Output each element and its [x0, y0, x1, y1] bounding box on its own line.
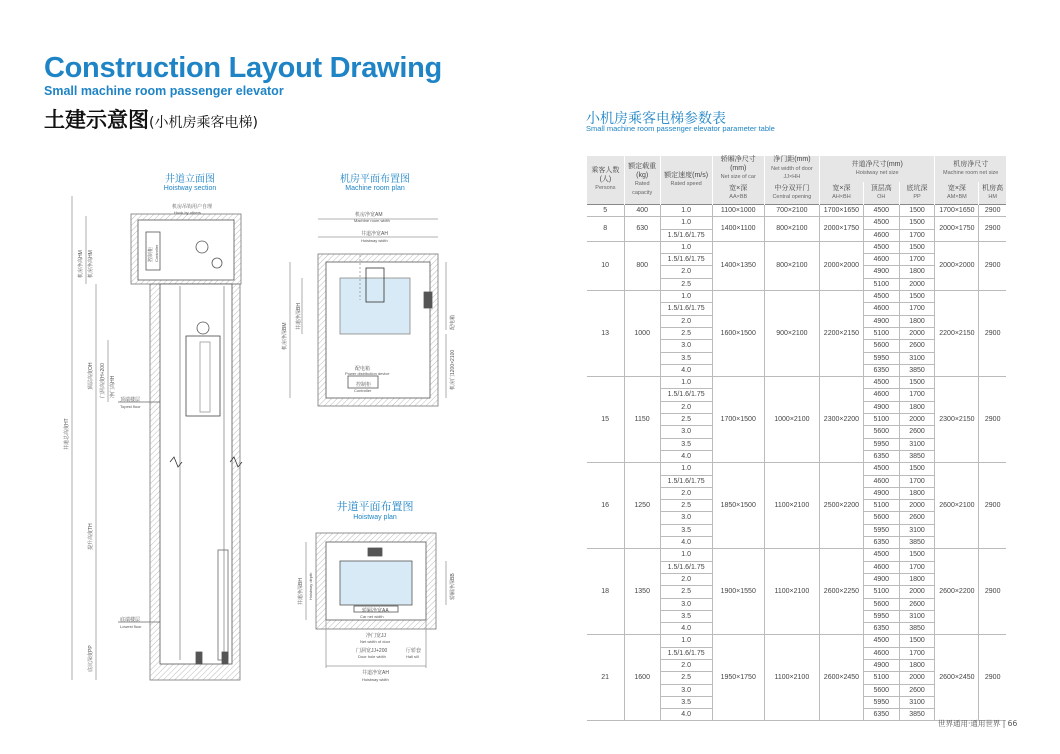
label-mr-width: 机房净宽AM [355, 212, 383, 218]
table-cell: 400 [624, 205, 660, 217]
table-cell: 1700×1650 [819, 205, 863, 217]
table-cell: 4600 [863, 303, 899, 315]
table-cell: 1700 [899, 389, 935, 401]
table-cell: 3100 [899, 524, 935, 536]
col-hm: 机房高 HM [979, 182, 1006, 205]
table-cell: 4500 [863, 635, 899, 647]
table-cell: 6350 [863, 450, 899, 462]
caption-cn: 井道立面图 [165, 174, 215, 185]
col-capacity: 额定载重(kg) Rated capacity [624, 156, 660, 205]
table-row [587, 549, 1007, 561]
hoistway-section-drawing [72, 196, 242, 680]
label-controller-plan: 控制柜 [356, 382, 372, 388]
table-cell: 1.0 [660, 463, 712, 475]
caption-en: Hoistway plan [353, 514, 397, 521]
table-cell: 1500 [899, 463, 935, 475]
table-cell: 2.0 [660, 401, 712, 413]
col-car: 轿厢净尺寸(mm) Net size of car [712, 156, 764, 182]
table-cell: 2.5 [660, 414, 712, 426]
label-mr-width-en: Machine room width [354, 218, 390, 223]
label-hook-en: Hook by others [174, 210, 201, 215]
col-hoistway: 井道净尺寸(mm) Hoistway net size [819, 156, 934, 182]
table-cell: 4900 [863, 315, 899, 327]
table-cell: 3.0 [660, 426, 712, 438]
label-lowest-en: Lowest floor [120, 624, 142, 629]
table-cell: 3850 [899, 709, 935, 721]
table-cell: 5950 [863, 696, 899, 708]
table-cell: 6350 [863, 537, 899, 549]
table-cell: 1700×1650 [935, 205, 979, 217]
table-cell: 4600 [863, 229, 899, 241]
table-cell: 4.0 [660, 450, 712, 462]
label-power-box-main: 配电箱 [355, 366, 371, 372]
table-cell: 1950×1750 [712, 635, 764, 721]
table-cell: 4.0 [660, 709, 712, 721]
label-power-box-en: Power distribution device [345, 371, 390, 376]
table-cell: 3.5 [660, 352, 712, 364]
table-cell: 1000 [624, 291, 660, 377]
table-cell: 4900 [863, 401, 899, 413]
label-wall-height: 净门高HH [110, 375, 116, 398]
table-row [587, 463, 1007, 475]
table-cell: 2.5 [660, 672, 712, 684]
table-cell: 16 [587, 463, 625, 549]
table-cell: 1.0 [660, 241, 712, 253]
caption-en: Machine room plan [345, 185, 405, 192]
table-cell: 2200×2150 [819, 291, 863, 377]
table-cell: 4900 [863, 266, 899, 278]
col-door: 净门距(mm) Net width of door JJ×HH [764, 156, 819, 182]
table-cell: 13 [587, 291, 625, 377]
table-cell: 2600 [899, 684, 935, 696]
table-cell: 3.5 [660, 524, 712, 536]
table-cell: 2900 [979, 549, 1006, 635]
table-cell: 4600 [863, 254, 899, 266]
label-door-hole-w-en: Door hole width [358, 654, 386, 659]
table-cell: 8 [587, 217, 625, 242]
table-cell: 2000×1750 [935, 217, 979, 242]
table-cell: 2.5 [660, 500, 712, 512]
table-cell: 6350 [863, 709, 899, 721]
table-title: 小机房乘客电梯参数表 [586, 111, 726, 127]
page-title: Construction Layout Drawing [44, 52, 442, 84]
table-cell: 3.5 [660, 610, 712, 622]
page-footer: 世界通用·通用世界 | 66 [938, 719, 1018, 728]
table-cell: 1500 [899, 241, 935, 253]
table-subtitle: Small machine room passenger elevator parameter table [586, 124, 775, 133]
table-cell: 2.5 [660, 327, 712, 339]
table-cell: 1400×1100 [712, 217, 764, 242]
label-hall-en: Hall sill [406, 654, 419, 659]
table-cell: 1.0 [660, 377, 712, 389]
table-cell: 1500 [899, 549, 935, 561]
table-cell: 2.0 [660, 487, 712, 499]
table-cell: 5100 [863, 500, 899, 512]
table-row [587, 377, 1007, 389]
table-cell: 3850 [899, 364, 935, 376]
table-cell: 1.0 [660, 635, 712, 647]
table-cell: 4.0 [660, 623, 712, 635]
table-cell: 1500 [899, 377, 935, 389]
table-cell: 2200×2150 [935, 291, 979, 377]
table-cell: 5600 [863, 340, 899, 352]
table-cell: 1850×1500 [712, 463, 764, 549]
table-cell: 2000×2000 [935, 241, 979, 290]
table-cell: 4500 [863, 291, 899, 303]
table-cell: 1100×1000 [712, 205, 764, 217]
table-cell: 5950 [863, 610, 899, 622]
label-car-width: 轿厢净宽AA [362, 608, 389, 614]
table-cell: 1600 [624, 635, 660, 721]
table-cell: 2300×2150 [935, 377, 979, 463]
parameter-table [586, 156, 1006, 721]
caption-cn: 机房平面布置图 [340, 174, 410, 185]
table-cell: 3100 [899, 438, 935, 450]
table-cell: 5100 [863, 672, 899, 684]
table-cell: 3.5 [660, 438, 712, 450]
table-cell: 1800 [899, 401, 935, 413]
table-cell: 5 [587, 205, 625, 217]
table-cell: 5600 [863, 598, 899, 610]
col-speed: 额定速度(m/s) Rated speed [660, 156, 712, 205]
table-cell: 1100×2100 [764, 635, 819, 721]
label-door-hole-w: 门洞宽JJ+200 [356, 648, 388, 654]
table-cell: 630 [624, 217, 660, 242]
table-cell: 2600×2450 [935, 635, 979, 721]
table-cell: 2000×2000 [819, 241, 863, 290]
table-cell: 1.5/1.6/1.75 [660, 389, 712, 401]
table-cell: 2.5 [660, 278, 712, 290]
label-lowest: 底端楼层 [120, 617, 141, 623]
label-travel: 提升高度TH [88, 523, 94, 550]
table-cell: 6350 [863, 364, 899, 376]
table-cell: 1100×2100 [764, 549, 819, 635]
table-cell: 1800 [899, 266, 935, 278]
table-cell: 1.0 [660, 291, 712, 303]
col-persons: 乘客人数(人) Persons [587, 156, 625, 205]
table-cell: 2600 [899, 598, 935, 610]
table-cell: 5100 [863, 278, 899, 290]
label-hoist-total: 井道总高度HT [64, 418, 70, 450]
table-cell: 2900 [979, 635, 1006, 721]
table-cell: 2500×2200 [819, 463, 863, 549]
label-top-floor: 顶端楼层 [120, 397, 141, 403]
table-cell: 2000 [899, 672, 935, 684]
table-cell: 2600×2450 [819, 635, 863, 721]
table-cell: 2000 [899, 586, 935, 598]
table-cell: 15 [587, 377, 625, 463]
label-power-box: 配电箱 [450, 314, 456, 330]
label-door-height: 门洞高度H+200 [100, 363, 106, 398]
label-hw-depth-plan: 井道净深BH [298, 578, 304, 605]
table-cell: 4600 [863, 389, 899, 401]
col-hoist-wd: 宽×深 AH×BH [819, 182, 863, 205]
col-car-sub: 宽×深 AA×BB [712, 182, 764, 205]
table-cell: 2900 [979, 377, 1006, 463]
table-cell: 3.0 [660, 340, 712, 352]
table-cell: 1700 [899, 229, 935, 241]
table-cell: 18 [587, 549, 625, 635]
label-mr-net: 机房净高HM [88, 250, 94, 278]
table-cell: 2900 [979, 205, 1006, 217]
table-cell: 5600 [863, 426, 899, 438]
label-door-net: 净门宽JJ [366, 633, 387, 639]
table-cell: 5100 [863, 414, 899, 426]
table-cell: 800×2100 [764, 217, 819, 242]
table-cell: 5950 [863, 352, 899, 364]
table-cell: 2900 [979, 217, 1006, 242]
table-cell: 6350 [863, 623, 899, 635]
table-cell: 4.0 [660, 364, 712, 376]
table-cell: 1900×1550 [712, 549, 764, 635]
table-cell: 3100 [899, 352, 935, 364]
table-cell: 3.0 [660, 684, 712, 696]
table-cell: 1.0 [660, 549, 712, 561]
table-cell: 2.0 [660, 266, 712, 278]
table-cell: 3100 [899, 610, 935, 622]
table-cell: 2600×2200 [935, 549, 979, 635]
table-row [587, 241, 1007, 253]
label-hw-width-ah: 井道净宽AH [361, 231, 388, 237]
table-cell: 2000 [899, 278, 935, 290]
table-cell: 3.0 [660, 512, 712, 524]
label-hall: 厅轿套 [406, 648, 422, 654]
table-cell: 700×2100 [764, 205, 819, 217]
table-cell: 4900 [863, 573, 899, 585]
table-cell: 1.5/1.6/1.75 [660, 229, 712, 241]
table-cell: 1.0 [660, 217, 712, 229]
hoistway-interior [160, 284, 232, 664]
table-cell: 3850 [899, 537, 935, 549]
table-cell: 800 [624, 241, 660, 290]
table-cell: 4600 [863, 475, 899, 487]
table-cell: 1.5/1.6/1.75 [660, 303, 712, 315]
label-car-width-en: Car net width [360, 614, 384, 619]
table-cell: 2.0 [660, 659, 712, 671]
table-cell: 1600×1500 [712, 291, 764, 377]
col-pp: 底坑深 PP [899, 182, 935, 205]
label-mr-height: 机房净高HM [78, 250, 84, 278]
table-cell: 1.5/1.6/1.75 [660, 647, 712, 659]
table-cell: 1.5/1.6/1.75 [660, 254, 712, 266]
label-hw-width-bottom: 井道净宽AH [362, 670, 389, 676]
label-door-hole: 机房门1200×2100 [450, 349, 456, 390]
table-cell: 2.0 [660, 315, 712, 327]
table-cell: 2900 [979, 463, 1006, 549]
table-cell: 5100 [863, 327, 899, 339]
table-cell: 2.5 [660, 586, 712, 598]
table-cell: 4500 [863, 463, 899, 475]
table-cell: 3850 [899, 623, 935, 635]
label-controller-plan-en: Controller [354, 388, 372, 393]
table-cell: 5950 [863, 438, 899, 450]
table-cell: 21 [587, 635, 625, 721]
table-cell: 1700×1500 [712, 377, 764, 463]
table-cell: 1800 [899, 573, 935, 585]
table-cell: 5950 [863, 524, 899, 536]
table-cell: 1700 [899, 647, 935, 659]
label-top-floor-en: Topest floor [120, 404, 141, 409]
table-cell: 4500 [863, 205, 899, 217]
parameter-table-body [587, 205, 1007, 721]
table-row [587, 291, 1007, 303]
table-cell: 1800 [899, 315, 935, 327]
table-cell: 1500 [899, 291, 935, 303]
table-cell: 4500 [863, 217, 899, 229]
counterweight-plan [368, 548, 382, 556]
table-cell: 1700 [899, 254, 935, 266]
col-oh: 顶层高 OH [863, 182, 899, 205]
table-cell: 1.5/1.6/1.75 [660, 475, 712, 487]
label-door-net-en: Net width of door [360, 639, 391, 644]
table-cell: 1350 [624, 549, 660, 635]
table-row [587, 217, 1007, 229]
label-pit: 底坑深度PP [88, 645, 94, 672]
table-cell: 10 [587, 241, 625, 290]
label-controller-en: Controller [154, 244, 159, 262]
table-cell: 4.0 [660, 537, 712, 549]
table-cell: 1100×2100 [764, 463, 819, 549]
table-cell: 2000 [899, 327, 935, 339]
table-cell: 2600 [899, 340, 935, 352]
table-cell: 5100 [863, 586, 899, 598]
table-cell: 4900 [863, 487, 899, 499]
table-cell: 2000 [899, 414, 935, 426]
table-cell: 2600×2100 [935, 463, 979, 549]
label-car-depth: 轿厢净深BB [450, 573, 456, 600]
table-cell: 2.0 [660, 573, 712, 585]
table-cell: 2000 [899, 500, 935, 512]
table-cell: 1700 [899, 475, 935, 487]
table-cell: 3850 [899, 450, 935, 462]
power-box-plan [424, 292, 432, 308]
table-row [587, 205, 1007, 217]
label-hw-depth: 井道净深BH [296, 303, 302, 330]
car-plan [340, 561, 412, 605]
page-subtitle: Small machine room passenger elevator [44, 84, 284, 98]
table-cell: 4500 [863, 241, 899, 253]
table-cell: 2900 [979, 241, 1006, 290]
table-cell: 2600×2250 [819, 549, 863, 635]
label-hw-width-bottom-en: Hoistway width [362, 677, 389, 682]
table-cell: 4600 [863, 561, 899, 573]
table-cell: 4500 [863, 549, 899, 561]
table-cell: 900×2100 [764, 291, 819, 377]
table-cell: 1250 [624, 463, 660, 549]
table-cell: 4500 [863, 377, 899, 389]
table-row [587, 635, 1007, 647]
table-cell: 3.5 [660, 696, 712, 708]
table-cell: 1500 [899, 217, 935, 229]
col-machine-room: 机房净尺寸 Machine room net size [935, 156, 1006, 182]
table-cell: 3.0 [660, 598, 712, 610]
col-mr-wd: 宽×深 AM×BM [935, 182, 979, 205]
col-door-sub: 中分双开门 Central opening [764, 182, 819, 205]
table-cell: 1500 [899, 205, 935, 217]
table-cell: 2300×2200 [819, 377, 863, 463]
table-cell: 5600 [863, 684, 899, 696]
table-cell: 800×2100 [764, 241, 819, 290]
label-mr-depth: 机房净深BM [282, 322, 288, 350]
table-cell: 4900 [863, 659, 899, 671]
table-cell: 3100 [899, 696, 935, 708]
table-cell: 1800 [899, 659, 935, 671]
table-cell: 1400×1350 [712, 241, 764, 290]
table-cell: 2900 [979, 291, 1006, 377]
caption-cn: 井道平面布置图 [336, 500, 414, 513]
table-cell: 2600 [899, 426, 935, 438]
table-cell: 1.5/1.6/1.75 [660, 561, 712, 573]
table-cell: 2600 [899, 512, 935, 524]
machine-room-plan-drawing [290, 219, 446, 406]
label-hw-width-ah-en: Hoistway width [361, 238, 388, 243]
table-cell: 1500 [899, 635, 935, 647]
hoistway-opening [340, 278, 410, 334]
table-cell: 4600 [863, 647, 899, 659]
caption-en: Hoistway section [163, 185, 217, 192]
table-cell: 5600 [863, 512, 899, 524]
table-cell: 2000×1750 [819, 217, 863, 242]
table-cell: 1700 [899, 561, 935, 573]
label-oh: 顶层高度OH [88, 362, 94, 390]
label-hw-depth-plan-en: Hoistway depth [308, 572, 313, 600]
table-cell: 1150 [624, 377, 660, 463]
chinese-title-main: 土建示意图 [44, 108, 149, 132]
label-hook: 机房吊钩用户自理 [172, 204, 213, 210]
table-cell: 1800 [899, 487, 935, 499]
table-cell: 1000×2100 [764, 377, 819, 463]
label-controller: 控制柜 [148, 246, 154, 262]
chinese-title-paren: (小机房乘客电梯) [149, 115, 258, 131]
table-cell: 1.0 [660, 205, 712, 217]
table-cell: 1700 [899, 303, 935, 315]
